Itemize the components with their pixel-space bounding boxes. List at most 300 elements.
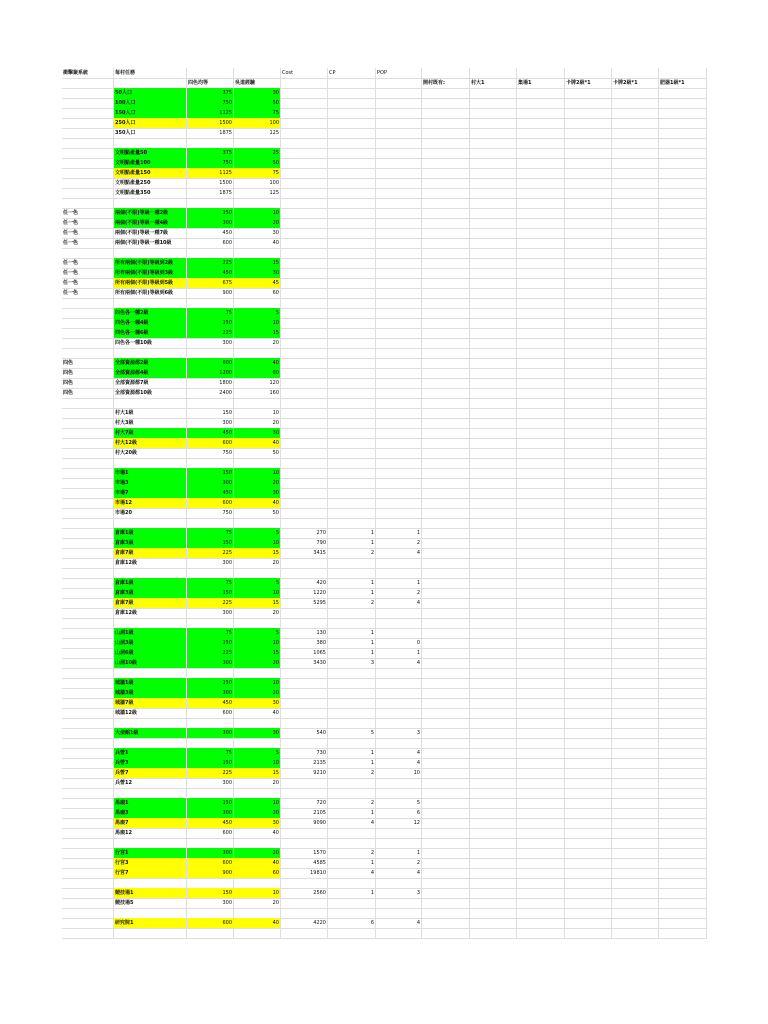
cp-cell[interactable]: 2 (328, 768, 376, 778)
exp-value-cell[interactable]: 30 (234, 88, 281, 98)
empty-cell[interactable] (517, 868, 565, 878)
empty-cell[interactable] (422, 688, 470, 698)
task-cell[interactable]: 全部資源都2級 (114, 358, 187, 368)
empty-cell[interactable] (422, 608, 470, 618)
empty-cell[interactable] (565, 698, 612, 708)
empty-cell[interactable] (470, 458, 517, 468)
pop-cell[interactable] (376, 238, 422, 248)
pop-cell[interactable]: 2 (376, 538, 422, 548)
empty-cell[interactable] (470, 688, 517, 698)
empty-cell[interactable] (62, 878, 114, 888)
exp-value-cell[interactable]: 20 (234, 808, 281, 818)
empty-cell[interactable] (565, 828, 612, 838)
empty-cell[interactable] (565, 588, 612, 598)
cp-cell[interactable] (328, 208, 376, 218)
empty-cell[interactable] (281, 788, 328, 798)
exp-value-cell[interactable]: 60 (234, 868, 281, 878)
empty-cell[interactable] (565, 288, 612, 298)
empty-cell[interactable] (187, 198, 234, 208)
empty-cell[interactable] (114, 928, 187, 938)
empty-cell[interactable] (328, 518, 376, 528)
empty-cell[interactable] (62, 838, 114, 848)
empty-cell[interactable] (470, 518, 517, 528)
cost-cell[interactable] (281, 108, 328, 118)
task-cell[interactable]: 兵營7 (114, 768, 187, 778)
cost-cell[interactable] (281, 238, 328, 248)
empty-cell[interactable] (422, 858, 470, 868)
cp-cell[interactable] (328, 158, 376, 168)
task-cell[interactable]: 文明點產量250 (114, 178, 187, 188)
empty-cell[interactable] (422, 638, 470, 648)
cp-cell[interactable] (328, 828, 376, 838)
cp-cell[interactable] (328, 148, 376, 158)
empty-cell[interactable] (659, 858, 707, 868)
cp-cell[interactable] (328, 108, 376, 118)
empty-cell[interactable] (517, 248, 565, 258)
empty-cell[interactable] (422, 168, 470, 178)
pop-cell[interactable] (376, 168, 422, 178)
empty-cell[interactable] (612, 258, 659, 268)
empty-cell[interactable] (659, 748, 707, 758)
pop-cell[interactable]: 1 (376, 848, 422, 858)
empty-cell[interactable] (470, 98, 517, 108)
cost-cell[interactable]: 270 (281, 528, 328, 538)
empty-cell[interactable] (565, 218, 612, 228)
pop-cell[interactable]: 6 (376, 808, 422, 818)
empty-cell[interactable] (517, 328, 565, 338)
empty-cell[interactable] (565, 418, 612, 428)
empty-cell[interactable] (612, 718, 659, 728)
subheader-cell[interactable] (62, 78, 114, 88)
culture-value-cell[interactable]: 750 (187, 508, 234, 518)
exp-value-cell[interactable]: 15 (234, 598, 281, 608)
category-cell[interactable] (62, 648, 114, 658)
empty-cell[interactable] (422, 418, 470, 428)
empty-cell[interactable] (376, 878, 422, 888)
empty-cell[interactable] (470, 108, 517, 118)
cp-cell[interactable] (328, 678, 376, 688)
exp-value-cell[interactable]: 10 (234, 888, 281, 898)
category-cell[interactable] (62, 438, 114, 448)
cost-cell[interactable]: 420 (281, 578, 328, 588)
empty-cell[interactable] (328, 738, 376, 748)
culture-value-cell[interactable]: 300 (187, 778, 234, 788)
empty-cell[interactable] (612, 748, 659, 758)
culture-value-cell[interactable]: 600 (187, 238, 234, 248)
empty-cell[interactable] (517, 428, 565, 438)
empty-cell[interactable] (659, 218, 707, 228)
cost-cell[interactable] (281, 128, 328, 138)
empty-cell[interactable] (470, 418, 517, 428)
empty-cell[interactable] (612, 628, 659, 638)
cp-cell[interactable] (328, 268, 376, 278)
empty-cell[interactable] (517, 288, 565, 298)
task-cell[interactable]: 山洞10級 (114, 658, 187, 668)
empty-cell[interactable] (114, 668, 187, 678)
empty-cell[interactable] (62, 928, 114, 938)
empty-cell[interactable] (659, 88, 707, 98)
empty-cell[interactable] (422, 218, 470, 228)
empty-cell[interactable] (565, 118, 612, 128)
exp-value-cell[interactable]: 125 (234, 188, 281, 198)
empty-cell[interactable] (565, 748, 612, 758)
cost-cell[interactable] (281, 828, 328, 838)
cp-cell[interactable] (328, 318, 376, 328)
empty-cell[interactable] (114, 908, 187, 918)
cost-cell[interactable] (281, 428, 328, 438)
cp-cell[interactable] (328, 128, 376, 138)
empty-cell[interactable] (659, 258, 707, 268)
empty-cell[interactable] (612, 798, 659, 808)
empty-cell[interactable] (565, 258, 612, 268)
empty-cell[interactable] (517, 118, 565, 128)
cost-cell[interactable] (281, 558, 328, 568)
exp-value-cell[interactable]: 5 (234, 628, 281, 638)
category-cell[interactable]: 任一色 (62, 258, 114, 268)
cp-cell[interactable]: 1 (328, 748, 376, 758)
empty-cell[interactable] (565, 458, 612, 468)
category-cell[interactable]: 任一色 (62, 268, 114, 278)
cp-cell[interactable] (328, 468, 376, 478)
cost-cell[interactable] (281, 168, 328, 178)
cp-cell[interactable]: 5 (328, 728, 376, 738)
empty-cell[interactable] (659, 488, 707, 498)
empty-cell[interactable] (328, 138, 376, 148)
empty-cell[interactable] (659, 878, 707, 888)
empty-cell[interactable] (422, 918, 470, 928)
empty-cell[interactable] (517, 458, 565, 468)
empty-cell[interactable] (62, 198, 114, 208)
task-cell[interactable]: 市場20 (114, 508, 187, 518)
empty-cell[interactable] (612, 888, 659, 898)
empty-cell[interactable] (62, 348, 114, 358)
empty-cell[interactable] (612, 398, 659, 408)
task-cell[interactable]: 研究院1 (114, 918, 187, 928)
empty-cell[interactable] (234, 398, 281, 408)
pop-cell[interactable] (376, 188, 422, 198)
empty-cell[interactable] (612, 468, 659, 478)
empty-cell[interactable] (470, 578, 517, 588)
empty-cell[interactable] (422, 558, 470, 568)
empty-cell[interactable] (422, 828, 470, 838)
empty-cell[interactable] (612, 128, 659, 138)
culture-value-cell[interactable]: 300 (187, 218, 234, 228)
empty-cell[interactable] (659, 628, 707, 638)
empty-cell[interactable] (470, 728, 517, 738)
task-cell[interactable]: 所有兩個(不限)等級到3級 (114, 268, 187, 278)
empty-cell[interactable] (517, 178, 565, 188)
exp-value-cell[interactable]: 40 (234, 498, 281, 508)
empty-cell[interactable] (422, 118, 470, 128)
empty-cell[interactable] (422, 178, 470, 188)
task-cell[interactable]: 全部資源都10級 (114, 388, 187, 398)
cost-cell[interactable]: 5295 (281, 598, 328, 608)
culture-value-cell[interactable]: 1125 (187, 168, 234, 178)
empty-cell[interactable] (114, 138, 187, 148)
empty-cell[interactable] (376, 138, 422, 148)
culture-value-cell[interactable]: 600 (187, 828, 234, 838)
cost-cell[interactable]: 4585 (281, 858, 328, 868)
empty-cell[interactable] (565, 538, 612, 548)
empty-cell[interactable] (422, 618, 470, 628)
category-cell[interactable] (62, 698, 114, 708)
task-cell[interactable]: 市場7 (114, 488, 187, 498)
empty-cell[interactable] (612, 508, 659, 518)
empty-cell[interactable] (517, 438, 565, 448)
empty-cell[interactable] (612, 318, 659, 328)
task-cell[interactable]: 倉庫12級 (114, 558, 187, 568)
pop-cell[interactable] (376, 448, 422, 458)
empty-cell[interactable] (659, 178, 707, 188)
cost-cell[interactable] (281, 148, 328, 158)
empty-cell[interactable] (565, 718, 612, 728)
empty-cell[interactable] (376, 718, 422, 728)
empty-cell[interactable] (376, 198, 422, 208)
empty-cell[interactable] (659, 108, 707, 118)
empty-cell[interactable] (470, 128, 517, 138)
task-cell[interactable]: 城牆3級 (114, 688, 187, 698)
subheader-cell[interactable]: 開村既有: (422, 78, 470, 88)
empty-cell[interactable] (281, 458, 328, 468)
empty-cell[interactable] (281, 838, 328, 848)
empty-cell[interactable] (234, 298, 281, 308)
cp-cell[interactable] (328, 218, 376, 228)
empty-cell[interactable] (659, 358, 707, 368)
empty-cell[interactable] (114, 838, 187, 848)
culture-value-cell[interactable]: 150 (187, 408, 234, 418)
empty-cell[interactable] (328, 458, 376, 468)
empty-cell[interactable] (659, 368, 707, 378)
culture-value-cell[interactable]: 300 (187, 848, 234, 858)
category-cell[interactable] (62, 478, 114, 488)
empty-cell[interactable] (234, 138, 281, 148)
cp-cell[interactable]: 2 (328, 798, 376, 808)
empty-cell[interactable] (470, 338, 517, 348)
culture-value-cell[interactable]: 300 (187, 338, 234, 348)
empty-cell[interactable] (517, 878, 565, 888)
exp-value-cell[interactable]: 30 (234, 728, 281, 738)
empty-cell[interactable] (612, 588, 659, 598)
cost-cell[interactable] (281, 708, 328, 718)
empty-cell[interactable] (422, 398, 470, 408)
empty-cell[interactable] (470, 328, 517, 338)
empty-cell[interactable] (62, 668, 114, 678)
empty-cell[interactable] (659, 418, 707, 428)
pop-cell[interactable] (376, 428, 422, 438)
empty-cell[interactable] (422, 448, 470, 458)
task-cell[interactable]: 350人口 (114, 128, 187, 138)
empty-cell[interactable] (281, 248, 328, 258)
pop-cell[interactable]: 4 (376, 918, 422, 928)
empty-cell[interactable] (659, 398, 707, 408)
exp-value-cell[interactable]: 10 (234, 798, 281, 808)
empty-cell[interactable] (517, 228, 565, 238)
exp-value-cell[interactable]: 10 (234, 638, 281, 648)
header-cell[interactable]: POP (376, 68, 422, 78)
empty-cell[interactable] (517, 588, 565, 598)
empty-cell[interactable] (114, 618, 187, 628)
empty-cell[interactable] (376, 908, 422, 918)
empty-cell[interactable] (612, 148, 659, 158)
empty-cell[interactable] (659, 698, 707, 708)
empty-cell[interactable] (62, 738, 114, 748)
task-cell[interactable]: 城牆12級 (114, 708, 187, 718)
empty-cell[interactable] (565, 738, 612, 748)
empty-cell[interactable] (422, 278, 470, 288)
pop-cell[interactable] (376, 678, 422, 688)
pop-cell[interactable] (376, 608, 422, 618)
category-cell[interactable]: 任一色 (62, 218, 114, 228)
pop-cell[interactable] (376, 698, 422, 708)
empty-cell[interactable] (470, 308, 517, 318)
cost-cell[interactable] (281, 118, 328, 128)
empty-cell[interactable] (281, 568, 328, 578)
culture-value-cell[interactable]: 600 (187, 918, 234, 928)
empty-cell[interactable] (328, 928, 376, 938)
pop-cell[interactable] (376, 408, 422, 418)
culture-value-cell[interactable]: 150 (187, 588, 234, 598)
exp-value-cell[interactable]: 15 (234, 548, 281, 558)
culture-value-cell[interactable]: 150 (187, 758, 234, 768)
pop-cell[interactable]: 3 (376, 888, 422, 898)
empty-cell[interactable] (328, 568, 376, 578)
empty-cell[interactable] (659, 548, 707, 558)
empty-cell[interactable] (517, 198, 565, 208)
culture-value-cell[interactable]: 150 (187, 888, 234, 898)
cost-cell[interactable] (281, 218, 328, 228)
exp-value-cell[interactable]: 100 (234, 118, 281, 128)
empty-cell[interactable] (565, 558, 612, 568)
empty-cell[interactable] (470, 358, 517, 368)
empty-cell[interactable] (612, 448, 659, 458)
empty-cell[interactable] (659, 248, 707, 258)
empty-cell[interactable] (612, 528, 659, 538)
culture-value-cell[interactable]: 1500 (187, 118, 234, 128)
task-cell[interactable]: 馬廄3 (114, 808, 187, 818)
empty-cell[interactable] (517, 648, 565, 658)
cp-cell[interactable] (328, 168, 376, 178)
exp-value-cell[interactable]: 10 (234, 758, 281, 768)
empty-cell[interactable] (422, 808, 470, 818)
empty-cell[interactable] (517, 468, 565, 478)
cp-cell[interactable]: 1 (328, 578, 376, 588)
cost-cell[interactable] (281, 408, 328, 418)
empty-cell[interactable] (659, 408, 707, 418)
task-cell[interactable]: 四色各一種2級 (114, 308, 187, 318)
empty-cell[interactable] (612, 288, 659, 298)
cost-cell[interactable]: 730 (281, 748, 328, 758)
cost-cell[interactable] (281, 438, 328, 448)
empty-cell[interactable] (565, 138, 612, 148)
exp-value-cell[interactable]: 40 (234, 918, 281, 928)
empty-cell[interactable] (234, 788, 281, 798)
exp-value-cell[interactable]: 20 (234, 478, 281, 488)
task-cell[interactable]: 城牆7級 (114, 698, 187, 708)
empty-cell[interactable] (612, 768, 659, 778)
cost-cell[interactable] (281, 378, 328, 388)
category-cell[interactable]: 四色 (62, 358, 114, 368)
empty-cell[interactable] (517, 378, 565, 388)
cp-cell[interactable]: 1 (328, 648, 376, 658)
culture-value-cell[interactable]: 450 (187, 228, 234, 238)
empty-cell[interactable] (517, 498, 565, 508)
category-cell[interactable] (62, 748, 114, 758)
category-cell[interactable] (62, 328, 114, 338)
pop-cell[interactable] (376, 478, 422, 488)
cost-cell[interactable]: 9090 (281, 818, 328, 828)
empty-cell[interactable] (422, 578, 470, 588)
header-cell[interactable] (422, 68, 470, 78)
empty-cell[interactable] (187, 248, 234, 258)
cp-cell[interactable]: 2 (328, 548, 376, 558)
empty-cell[interactable] (470, 878, 517, 888)
empty-cell[interactable] (470, 258, 517, 268)
cost-cell[interactable] (281, 368, 328, 378)
task-cell[interactable]: 市場1 (114, 468, 187, 478)
empty-cell[interactable] (612, 118, 659, 128)
empty-cell[interactable] (281, 928, 328, 938)
category-cell[interactable] (62, 798, 114, 808)
exp-value-cell[interactable]: 15 (234, 258, 281, 268)
empty-cell[interactable] (470, 678, 517, 688)
cp-cell[interactable] (328, 688, 376, 698)
cost-cell[interactable] (281, 288, 328, 298)
empty-cell[interactable] (470, 448, 517, 458)
empty-cell[interactable] (517, 258, 565, 268)
pop-cell[interactable] (376, 708, 422, 718)
category-cell[interactable]: 四色 (62, 378, 114, 388)
exp-value-cell[interactable]: 30 (234, 818, 281, 828)
empty-cell[interactable] (470, 398, 517, 408)
empty-cell[interactable] (565, 328, 612, 338)
empty-cell[interactable] (422, 908, 470, 918)
empty-cell[interactable] (565, 378, 612, 388)
exp-value-cell[interactable]: 20 (234, 658, 281, 668)
cp-cell[interactable] (328, 478, 376, 488)
culture-value-cell[interactable]: 225 (187, 258, 234, 268)
empty-cell[interactable] (659, 128, 707, 138)
empty-cell[interactable] (659, 338, 707, 348)
empty-cell[interactable] (517, 638, 565, 648)
empty-cell[interactable] (328, 298, 376, 308)
empty-cell[interactable] (517, 798, 565, 808)
task-cell[interactable]: 城牆1級 (114, 678, 187, 688)
category-cell[interactable] (62, 918, 114, 928)
empty-cell[interactable] (517, 658, 565, 668)
empty-cell[interactable] (565, 98, 612, 108)
empty-cell[interactable] (470, 778, 517, 788)
pop-cell[interactable] (376, 368, 422, 378)
exp-value-cell[interactable]: 30 (234, 428, 281, 438)
empty-cell[interactable] (659, 98, 707, 108)
task-cell[interactable]: 市場3 (114, 478, 187, 488)
exp-value-cell[interactable]: 30 (234, 488, 281, 498)
empty-cell[interactable] (187, 458, 234, 468)
empty-cell[interactable] (376, 838, 422, 848)
empty-cell[interactable] (62, 298, 114, 308)
empty-cell[interactable] (659, 518, 707, 528)
pop-cell[interactable] (376, 318, 422, 328)
empty-cell[interactable] (659, 828, 707, 838)
task-cell[interactable]: 馬廄12 (114, 828, 187, 838)
task-cell[interactable]: 所有兩個(不限)等級到5級 (114, 278, 187, 288)
cost-cell[interactable]: 4220 (281, 918, 328, 928)
task-cell[interactable]: 倉庫3級 (114, 538, 187, 548)
empty-cell[interactable] (517, 348, 565, 358)
empty-cell[interactable] (659, 688, 707, 698)
empty-cell[interactable] (517, 218, 565, 228)
exp-value-cell[interactable]: 100 (234, 178, 281, 188)
